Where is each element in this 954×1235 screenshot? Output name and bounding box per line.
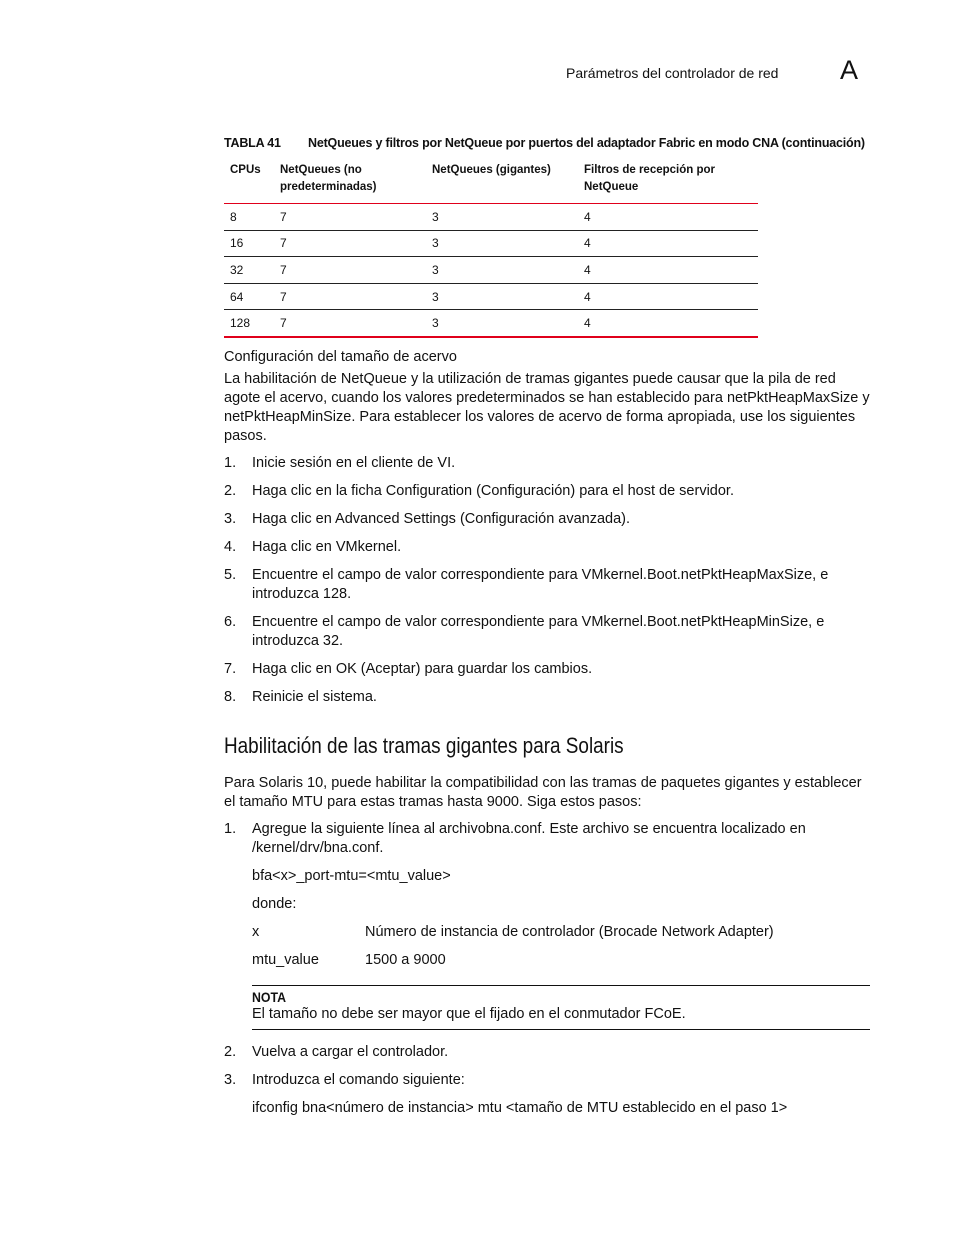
table-cell: 4 xyxy=(584,236,591,251)
step-text: Haga clic en OK (Aceptar) para guardar los cambios. xyxy=(252,661,593,677)
table-row xyxy=(224,257,758,284)
table-cell: 128 xyxy=(230,316,251,331)
column-header: Filtros de recepción por NetQueue xyxy=(584,164,715,193)
heap-subheading: Configuración del tamaño de acervo xyxy=(224,349,457,365)
table-cell: 8 xyxy=(230,209,237,224)
definition-desc: 1500 a 9000 xyxy=(365,952,446,968)
where-label: donde: xyxy=(252,896,297,912)
step-text: Haga clic en Advanced Settings (Configuración avanzada). xyxy=(252,511,631,527)
netqueue-table xyxy=(224,156,758,338)
table-label: TABLA 41 xyxy=(224,136,281,150)
column-header: NetQueues (no predeterminadas) xyxy=(280,164,377,193)
step-text: Reinicie el sistema. xyxy=(252,689,377,705)
step-number: 6. xyxy=(224,614,237,630)
table-cell: 3 xyxy=(432,209,439,224)
note-text: El tamaño no debe ser mayor que el fijado en el conmutador FCoE. xyxy=(252,1006,686,1022)
step-number: 2. xyxy=(224,1044,237,1060)
step-text: Encuentre el campo de valor correspondiente para VMkernel.Boot.netPktHeapMinSize, e introduzca 32. xyxy=(252,614,825,649)
table-cell: 7 xyxy=(280,316,287,331)
table-cell: 4 xyxy=(584,209,591,224)
table-cell: 4 xyxy=(584,316,591,331)
note-title: NOTA xyxy=(252,989,286,1005)
step-text: Encuentre el campo de valor correspondiente para VMkernel.Boot.netPktHeapMaxSize, e introduzca 128. xyxy=(252,567,829,602)
table-cell: 4 xyxy=(584,262,591,277)
table-header-row xyxy=(224,156,758,204)
definition-desc: Número de instancia de controlador (Brocade Network Adapter) xyxy=(365,924,774,940)
table-cell: 7 xyxy=(280,289,287,304)
solaris-paragraph: Para Solaris 10, puede habilitar la compatibilidad con las tramas de paquetes gigantes y establecer el tamaño MTU para estas tramas hasta 9000. Siga estos pasos: xyxy=(224,775,862,810)
page-header-title: Parámetros del controlador de red xyxy=(566,65,779,81)
table-cell: 3 xyxy=(432,289,439,304)
step-number: 1. xyxy=(224,455,237,471)
step-text: Inicie sesión en el cliente de VI. xyxy=(252,455,456,471)
command-line: ifconfig bna<número de instancia> mtu <tamaño de MTU establecido en el paso 1> xyxy=(252,1100,788,1116)
step-text: Haga clic en VMkernel. xyxy=(252,539,402,555)
note-box xyxy=(252,985,870,1030)
table-row xyxy=(224,310,758,338)
step-text: Vuelva a cargar el controlador. xyxy=(252,1044,449,1060)
table-cell: 16 xyxy=(230,236,244,251)
step-text: Haga clic en la ficha Configuration (Configuración) para el host de servidor. xyxy=(252,483,734,499)
definition-term: mtu_value xyxy=(252,952,319,968)
step-number: 2. xyxy=(224,483,237,499)
step-text: Introduzca el comando siguiente: xyxy=(252,1072,465,1088)
table-caption-text: NetQueues y filtros por NetQueue por puertos del adaptador Fabric en modo CNA (continuación) xyxy=(308,136,865,150)
step-number: 3. xyxy=(224,511,237,527)
table-cell: 4 xyxy=(584,289,591,304)
table-cell: 7 xyxy=(280,262,287,277)
table-cell: 64 xyxy=(230,289,244,304)
step-number: 1. xyxy=(224,821,237,837)
table-row xyxy=(224,231,758,258)
section-heading: Habilitación de las tramas gigantes para Solaris xyxy=(224,733,624,758)
column-header: CPUs xyxy=(230,164,261,176)
table-cell: 3 xyxy=(432,236,439,251)
step-number: 7. xyxy=(224,661,237,677)
step-text: Agregue la siguiente línea al archivobna.conf. Este archivo se encuentra localizado en /kernel/drv/bna.conf. xyxy=(252,821,806,856)
heap-steps-list xyxy=(224,454,874,714)
step-number: 3. xyxy=(224,1072,237,1088)
table-cell: 7 xyxy=(280,209,287,224)
heap-paragraph: La habilitación de NetQueue y la utilización de tramas gigantes puede causar que la pila de red agote el acervo, cuando los valores predeterminados se han establecido para netPktHeapMaxSize y netPktHeapMinSize. Para establecer los valores de acervo de forma apropiada, use los siguientes pasos. xyxy=(224,371,870,444)
table-cell: 32 xyxy=(230,262,244,277)
appendix-letter: A xyxy=(840,55,859,85)
step-number: 5. xyxy=(224,567,237,583)
table-row xyxy=(224,284,758,311)
table-cell: 3 xyxy=(432,262,439,277)
code-line: bfa<x>_port-mtu=<mtu_value> xyxy=(252,868,451,884)
table-cell: 3 xyxy=(432,316,439,331)
table-caption xyxy=(224,136,865,150)
column-header: NetQueues (gigantes) xyxy=(432,164,551,176)
step-number: 8. xyxy=(224,689,237,705)
step-number: 4. xyxy=(224,539,237,555)
table-row xyxy=(224,204,758,231)
definition-term: x xyxy=(252,924,260,940)
table-cell: 7 xyxy=(280,236,287,251)
